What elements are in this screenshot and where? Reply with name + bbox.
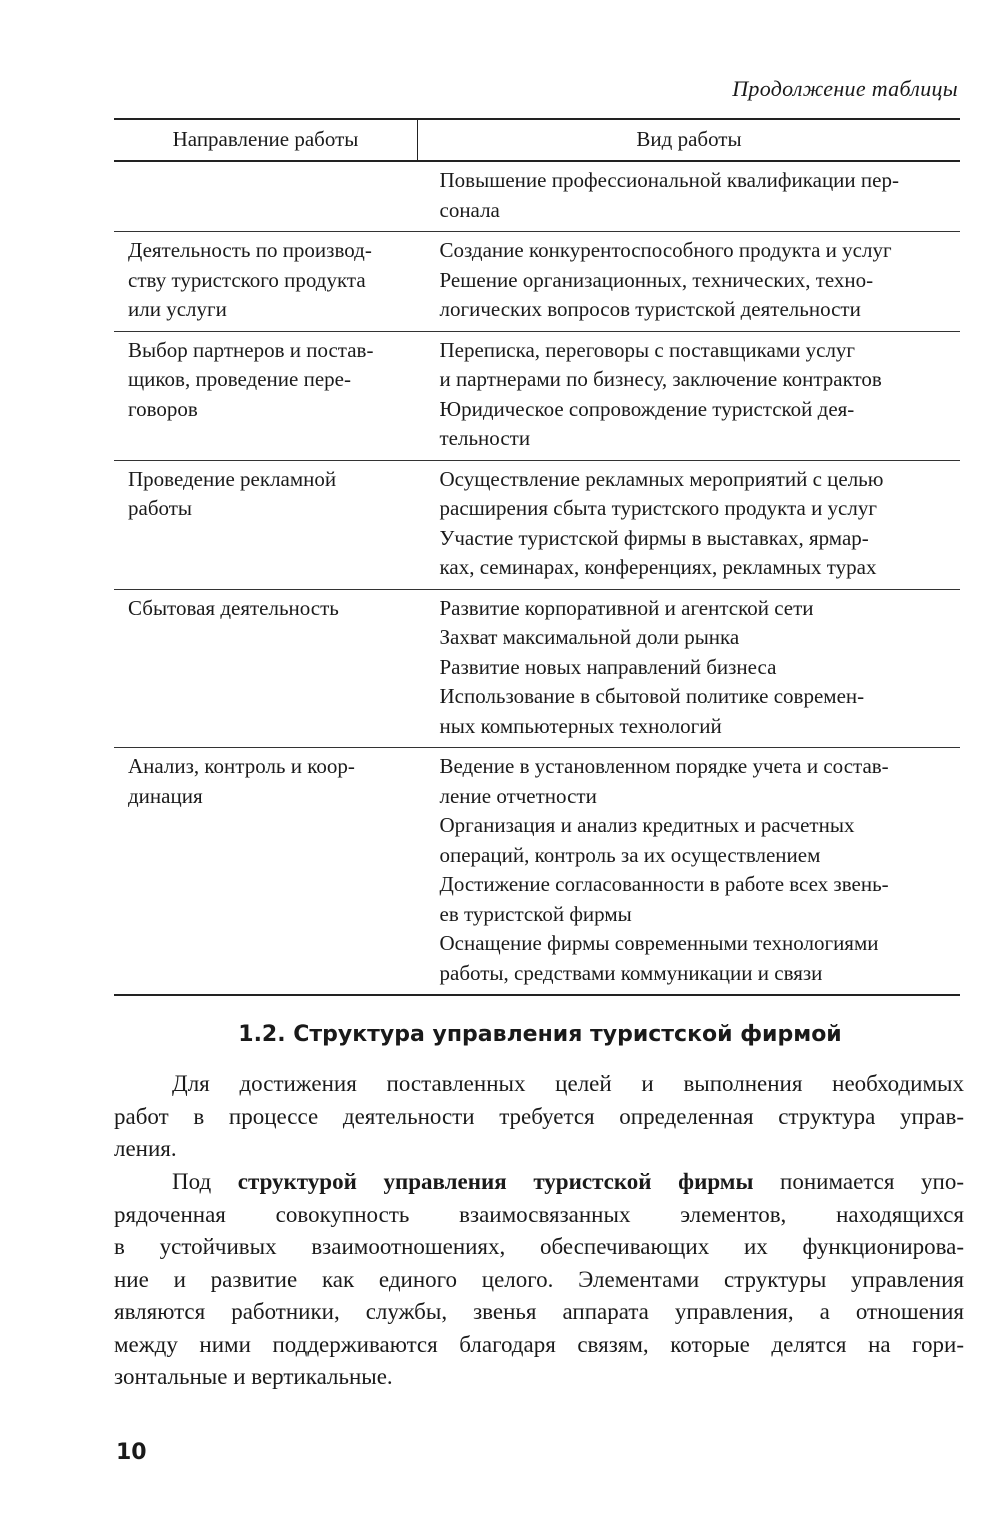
table-row <box>114 161 960 232</box>
work-type-cell <box>418 748 961 996</box>
table-row <box>114 589 960 748</box>
cell-line: Деятельность по производ- <box>128 238 372 262</box>
paragraph-text: понимается упо- <box>753 1169 964 1194</box>
paragraph-line: являются работники, службы, звенья аппарата управления, а отношения <box>114 1299 964 1324</box>
direction-cell <box>114 589 418 748</box>
cell-line: Использование в сбытовой политике современ- <box>439 684 865 708</box>
cell-line: работы <box>128 496 193 520</box>
cell-line: тельности <box>439 426 531 450</box>
paragraph-line: ления. <box>114 1136 177 1161</box>
work-type-cell <box>418 589 961 748</box>
cell-line: Проведение рекламной <box>128 466 337 491</box>
column-header-direction: Направление работы <box>114 119 418 161</box>
paragraph-line: в устойчивых взаимоотношениях, обеспечивающих их функционирова- <box>114 1234 964 1259</box>
cell-line: ление отчетности <box>439 783 597 808</box>
table-row <box>114 232 960 332</box>
table-row <box>114 748 960 996</box>
cell-line: или услуги <box>128 297 227 321</box>
paragraph-2 <box>114 1166 964 1394</box>
cell-line: и партнерами по бизнесу, заключение контрактов <box>439 367 882 391</box>
cell-line: Переписка, переговоры с поставщиками услуг <box>439 337 856 362</box>
table-row <box>114 460 960 589</box>
cell-line: сонала <box>439 197 500 222</box>
cell-line: щиков, проведение пере- <box>128 367 351 391</box>
cell-line: Осуществление рекламных мероприятий с целью <box>439 466 884 491</box>
cell-line: Юридическое сопровождение туристской дея- <box>439 396 855 421</box>
cell-line: ных компьютерных технологий <box>439 713 722 738</box>
direction-cell <box>114 460 418 589</box>
cell-line: Решение организационных, технических, техно- <box>439 267 874 292</box>
work-type-cell <box>418 161 961 232</box>
work-type-cell <box>418 331 961 460</box>
direction-cell <box>114 748 418 996</box>
cell-line: Участие туристской фирмы в выставках, ярмар- <box>439 525 869 550</box>
column-header-work-type: Вид работы <box>418 119 961 161</box>
section-heading: 1.2. Структура управления туристской фирмой <box>238 1022 842 1047</box>
paragraph-1 <box>114 1068 964 1166</box>
cell-line: динация <box>128 783 203 808</box>
table-continuation-label: Продолжение таблицы <box>732 76 958 101</box>
work-table <box>114 118 960 996</box>
direction-cell <box>114 161 418 232</box>
direction-cell <box>114 331 418 460</box>
table-row <box>114 331 960 460</box>
table-header-row <box>114 119 960 161</box>
cell-line: расширения сбыта туристского продукта и услуг <box>439 496 877 520</box>
paragraph-text: Под <box>172 1169 238 1194</box>
cell-line: говоров <box>128 396 198 421</box>
cell-line: Сбытовая деятельность <box>128 595 339 620</box>
paragraph-line: Для достижения поставленных целей и выполнения необходимых <box>172 1071 964 1096</box>
defined-term: структурой управления туристской фирмы <box>237 1169 754 1194</box>
cell-line: Организация и анализ кредитных и расчетных <box>439 813 855 837</box>
cell-line: Захват максимальной доли рынка <box>439 625 740 649</box>
cell-line: Развитие новых направлений бизнеса <box>439 654 777 679</box>
cell-line: Оснащение фирмы современными технологиями <box>439 931 879 955</box>
page-number: 10 <box>116 1440 147 1465</box>
paragraph-line: зонтальные и вертикальные. <box>114 1364 393 1389</box>
paragraph-line: рядоченная совокупность взаимосвязанных элементов, находящихся <box>114 1201 964 1227</box>
table-body <box>114 161 960 995</box>
cell-line: Повышение профессиональной квалификации пер- <box>439 168 899 192</box>
cell-line: ству туристского продукта <box>128 267 366 292</box>
direction-cell <box>114 232 418 332</box>
cell-line: Выбор партнеров и постав- <box>128 337 374 362</box>
work-type-cell <box>418 232 961 332</box>
cell-line: Развитие корпоративной и агентской сети <box>439 595 814 620</box>
cell-line: ев туристской фирмы <box>439 901 632 926</box>
cell-line: логических вопросов туристской деятельности <box>439 297 861 321</box>
cell-line: работы, средствами коммуникации и связи <box>439 960 823 985</box>
paragraph-line: между ними поддерживаются благодаря связям, которые делятся на гори- <box>114 1331 964 1357</box>
cell-line: операций, контроль за их осуществлением <box>439 842 821 867</box>
paragraph-line: работ в процессе деятельности требуется определенная структура управ- <box>114 1103 964 1129</box>
cell-line: Достижение согласованности в работе всех звень- <box>439 872 889 896</box>
cell-line: ках, семинарах, конференциях, рекламных турах <box>439 555 877 579</box>
work-type-cell <box>418 460 961 589</box>
paragraph-line <box>114 1166 964 1199</box>
cell-line: Ведение в установленном порядке учета и состав- <box>439 754 889 778</box>
paragraph-line: ние и развитие как единого целого. Элементами структуры управления <box>114 1266 964 1292</box>
cell-line: Создание конкурентоспособного продукта и услуг <box>439 238 892 262</box>
cell-line: Анализ, контроль и коор- <box>128 754 355 778</box>
